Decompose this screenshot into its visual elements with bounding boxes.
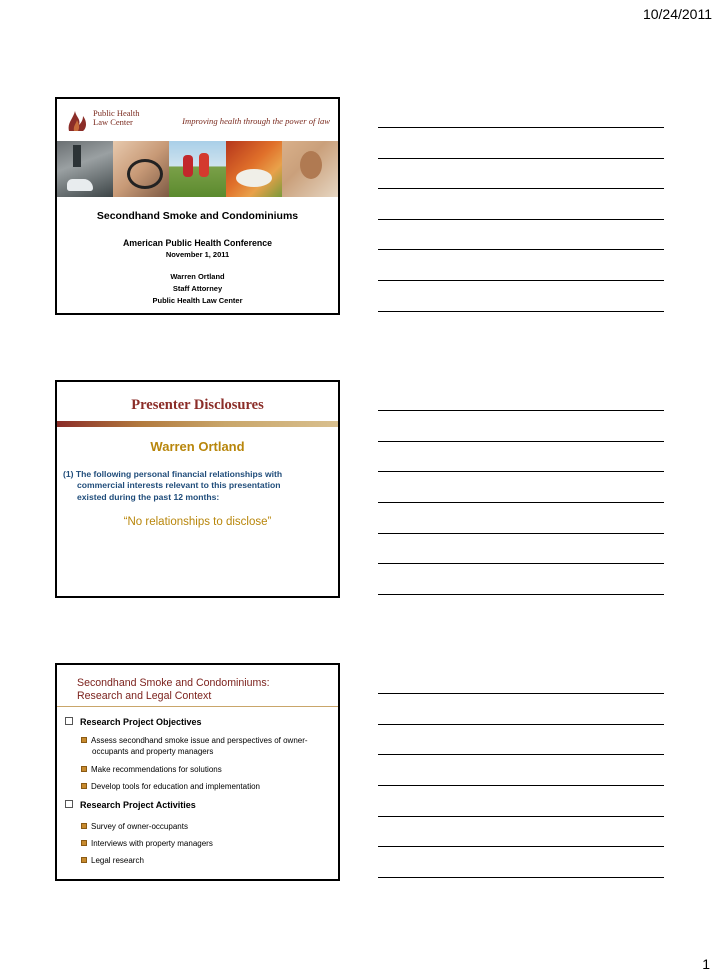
disclosure-statement <box>63 469 324 503</box>
list-item-label: Survey of owner-occupants <box>91 822 188 831</box>
presentation-title: Secondhand Smoke and Condominiums <box>96 210 299 222</box>
section-heading <box>65 800 196 810</box>
note-line <box>378 846 664 847</box>
list-item <box>81 838 330 849</box>
bullet-icon <box>81 857 87 863</box>
note-line <box>378 219 664 220</box>
slide-title: Presenter Disclosures <box>131 397 264 413</box>
vegetables-photo <box>226 141 282 197</box>
slide-title-line-2: Research and Legal Context <box>77 690 212 702</box>
list-item-label: Assess secondhand smoke issue and perspectives of owner- <box>91 736 308 745</box>
slide-2 <box>55 380 340 598</box>
disclosure-line-1: (1) The following personal financial relationships with <box>63 469 283 479</box>
page-date: 10/24/2011 <box>642 6 712 22</box>
children-running-photo <box>169 141 225 197</box>
list-item <box>81 764 330 775</box>
disclosure-line-2: commercial interests relevant to this presentation <box>77 480 281 491</box>
section-heading <box>65 717 202 727</box>
logo-wordmark <box>93 109 140 127</box>
presenter-name: Warren Ortland <box>170 272 225 281</box>
note-line <box>378 724 664 725</box>
disclosure-line-3: existed during the past 12 months: <box>77 491 220 502</box>
mother-child-photo <box>282 141 338 197</box>
note-line <box>378 877 664 878</box>
section-heading-label: Research Project Activities <box>80 800 196 810</box>
list-item-label: Interviews with property managers <box>91 839 213 848</box>
square-bullet-icon <box>65 800 73 808</box>
list-item <box>81 781 330 792</box>
note-line <box>378 311 664 312</box>
list-item <box>81 735 330 757</box>
list-item <box>81 821 330 832</box>
list-item <box>81 855 330 866</box>
tagline: Improving health through the power of law <box>182 116 330 126</box>
slide-1 <box>55 97 340 315</box>
title-divider-bar <box>57 421 338 427</box>
logo-line-1: Public Health <box>93 108 140 118</box>
slide-title <box>77 677 270 703</box>
note-line <box>378 693 664 694</box>
note-line <box>378 502 664 503</box>
note-line <box>378 785 664 786</box>
page-number: 1 <box>702 956 710 972</box>
slide-header <box>65 107 332 135</box>
list-item-label: Make recommendations for solutions <box>91 765 222 774</box>
slide-title-line-1: Secondhand Smoke and Condominiums: <box>77 677 270 689</box>
section-heading-label: Research Project Objectives <box>80 717 202 727</box>
presenter-name: Warren Ortland <box>150 439 245 454</box>
list-item-label: Develop tools for education and implementation <box>91 782 260 791</box>
flame-logo-icon <box>65 107 89 133</box>
note-line <box>378 563 664 564</box>
square-bullet-icon <box>65 717 73 725</box>
note-line <box>378 249 664 250</box>
slide-3 <box>55 663 340 881</box>
note-line <box>378 410 664 411</box>
presenter-organization: Public Health Law Center <box>152 296 243 305</box>
note-line <box>378 127 664 128</box>
presentation-date: November 1, 2011 <box>165 250 230 259</box>
note-line <box>378 188 664 189</box>
list-item-label: Legal research <box>91 856 144 865</box>
conference-name: American Public Health Conference <box>122 238 273 248</box>
note-line <box>378 533 664 534</box>
disclosure-quote: “No relationships to disclose” <box>123 516 272 528</box>
logo-line-2: Law Center <box>93 117 133 127</box>
note-line <box>378 280 664 281</box>
note-line <box>378 816 664 817</box>
bullet-icon <box>81 766 87 772</box>
note-line <box>378 594 664 595</box>
list-item-continuation: occupants and property managers <box>92 747 214 756</box>
walking-shoes-photo <box>57 141 113 197</box>
bullet-icon <box>81 737 87 743</box>
bullet-icon <box>81 783 87 789</box>
bullet-icon <box>81 840 87 846</box>
presenter-role: Staff Attorney <box>172 284 223 293</box>
note-line <box>378 471 664 472</box>
note-line <box>378 158 664 159</box>
bullet-icon <box>81 823 87 829</box>
note-line <box>378 441 664 442</box>
title-divider <box>57 706 338 707</box>
note-line <box>378 754 664 755</box>
blood-pressure-photo <box>113 141 169 197</box>
photo-strip <box>57 141 338 197</box>
